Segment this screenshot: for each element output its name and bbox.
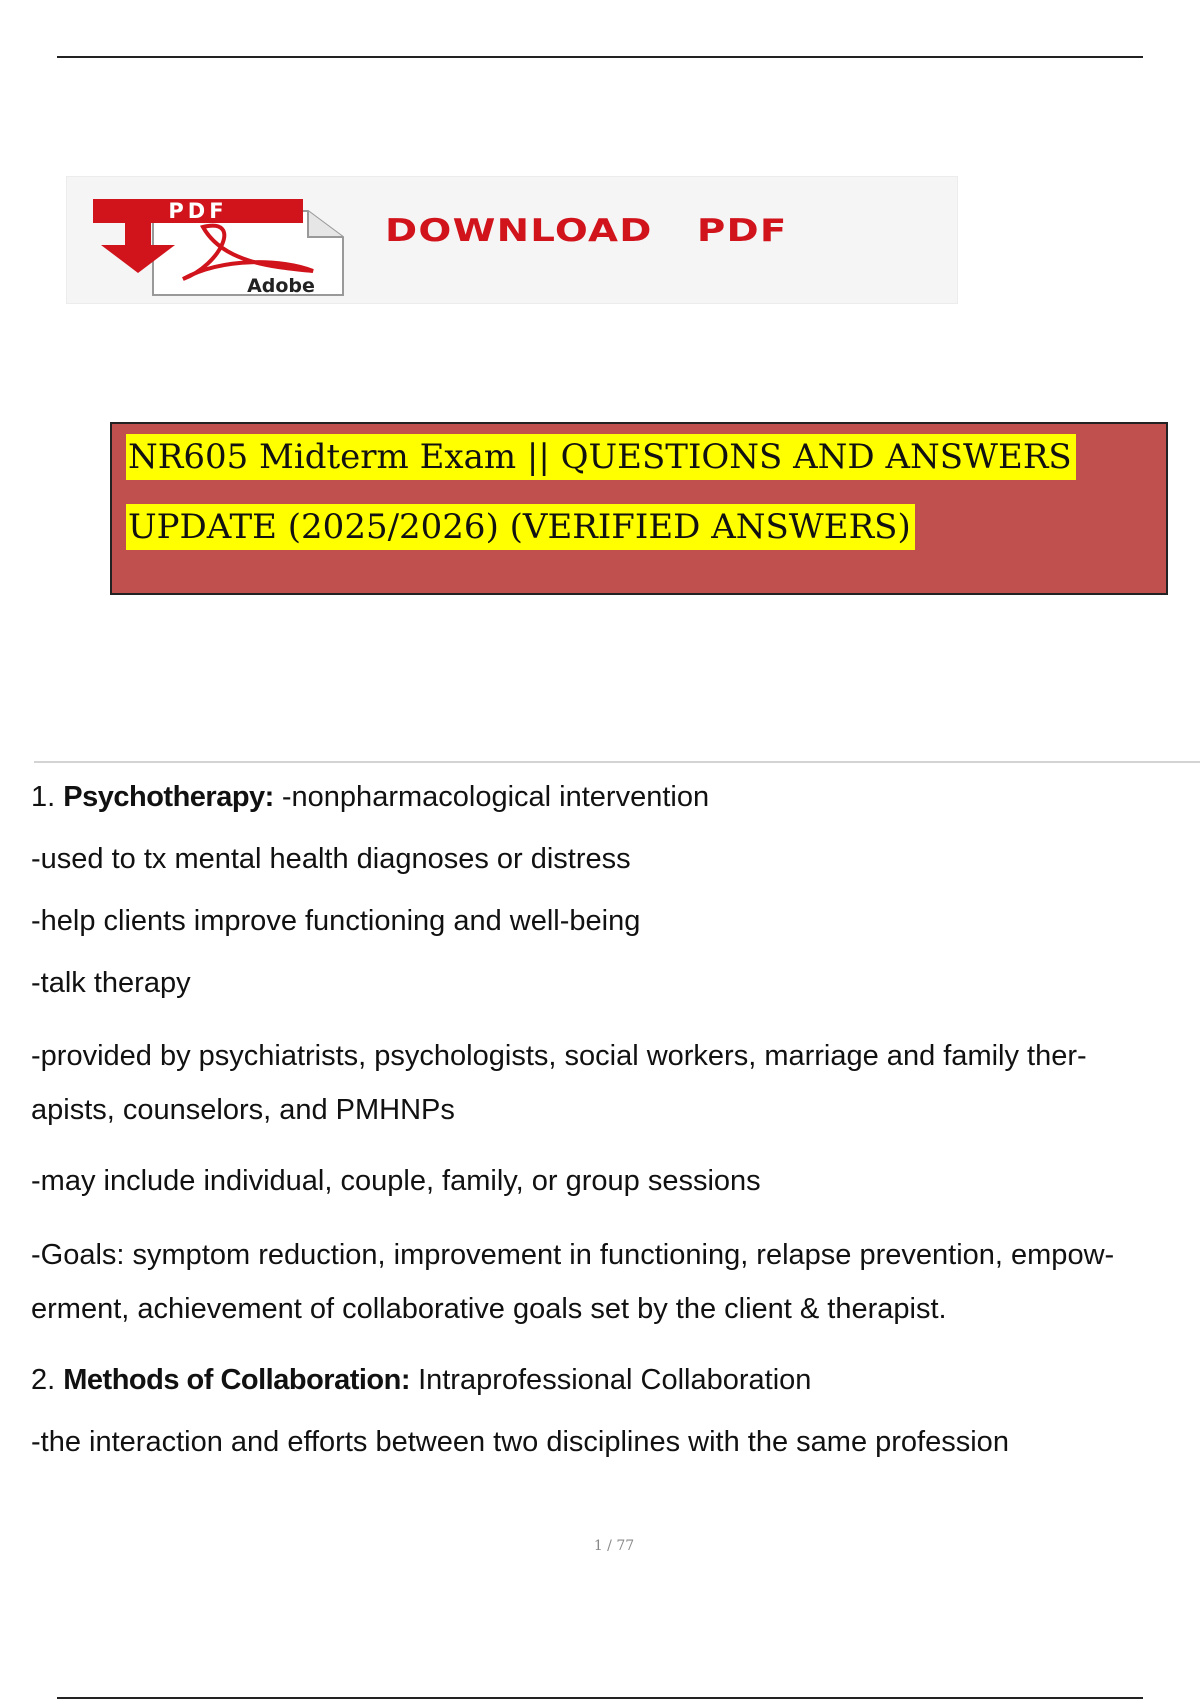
bottom-rule bbox=[57, 1697, 1143, 1699]
answer-line: -nonpharmacological intervention bbox=[281, 781, 710, 813]
pdf-document-icon bbox=[93, 197, 363, 297]
download-pdf-text[interactable]: DOWNLOAD PDF bbox=[385, 213, 788, 249]
question-number: 1. bbox=[31, 781, 56, 813]
answer-line: Intraprofessional Collaboration bbox=[418, 1364, 812, 1396]
question-number: 2. bbox=[31, 1364, 56, 1396]
document-title-box bbox=[110, 422, 1168, 595]
answer-line: -talk therapy bbox=[31, 967, 191, 999]
page-number: 1 / 77 bbox=[593, 1538, 635, 1554]
answer-line: -provided by psychiatrists, psychologists, social workers, marriage and family ther- bbox=[31, 1040, 1087, 1072]
answer-line: -used to tx mental health diagnoses or distress bbox=[31, 843, 631, 875]
question-1 bbox=[31, 770, 1200, 824]
answer-line: -the interaction and efforts between two disciplines with the same profession bbox=[31, 1426, 1009, 1458]
document-title-line-2: UPDATE (2025/2026) (VERIFIED ANSWERS) bbox=[126, 504, 915, 550]
document-title-line-1: NR605 Midterm Exam || QUESTIONS AND ANSWERS bbox=[126, 434, 1076, 480]
svg-text:Adobe: Adobe bbox=[247, 275, 315, 297]
question-term: Methods of Collaboration: bbox=[63, 1364, 410, 1396]
answer-line: -may include individual, couple, family, or group sessions bbox=[31, 1165, 761, 1197]
question-term: Psychotherapy: bbox=[63, 781, 274, 813]
top-rule bbox=[57, 56, 1143, 58]
answer-line: erment, achievement of collaborative goals set by the client & therapist. bbox=[31, 1293, 947, 1325]
answer-line: -Goals: symptom reduction, improvement in functioning, relapse prevention, empow- bbox=[31, 1239, 1115, 1271]
svg-text:PDF: PDF bbox=[168, 199, 228, 223]
answer-line: apists, counselors, and PMHNPs bbox=[31, 1094, 455, 1126]
section-separator bbox=[34, 761, 1200, 763]
answer-line: -help clients improve functioning and well-being bbox=[31, 905, 641, 937]
question-2 bbox=[31, 1353, 1200, 1407]
download-pdf-banner[interactable] bbox=[66, 176, 958, 304]
